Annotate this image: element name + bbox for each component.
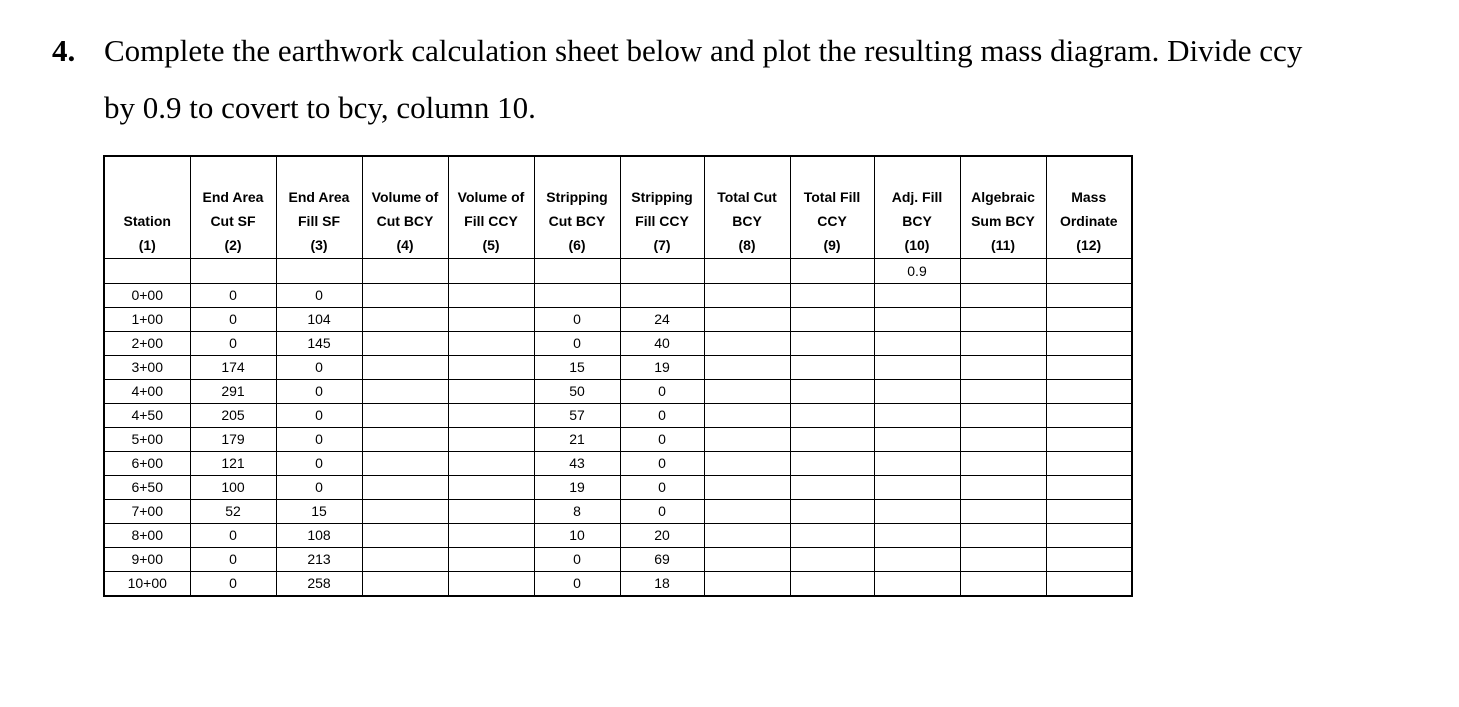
cell-end-area-cut-sf: 205	[190, 404, 276, 428]
cell-end-area-cut-sf: 52	[190, 500, 276, 524]
header-line: (1)	[138, 237, 156, 253]
cell-total-cut-bcy	[704, 524, 790, 548]
cell-mass-ordinate	[1046, 284, 1132, 308]
cell-end-area-fill-sf: 104	[276, 308, 362, 332]
cell-volume-cut-bcy	[362, 404, 448, 428]
cell-mass-ordinate	[1046, 332, 1132, 356]
cell-total-cut-bcy	[704, 500, 790, 524]
cell-adj-fill-bcy	[874, 476, 960, 500]
cell-adj-fill-bcy	[874, 572, 960, 597]
header-adj-fill-bcy	[874, 156, 960, 259]
cell-adj-fill-bcy	[874, 332, 960, 356]
cell-station: 4+50	[104, 404, 190, 428]
cell-station: 2+00	[104, 332, 190, 356]
header-mass-ordinate	[1046, 156, 1132, 259]
factor-cell	[104, 259, 190, 284]
cell-end-area-fill-sf: 0	[276, 452, 362, 476]
cell-total-fill-ccy	[790, 404, 874, 428]
cell-total-fill-ccy	[790, 356, 874, 380]
header-line: (4)	[396, 237, 414, 253]
cell-adj-fill-bcy	[874, 500, 960, 524]
table-row	[104, 428, 1132, 452]
cell-station: 6+00	[104, 452, 190, 476]
cell-total-cut-bcy	[704, 428, 790, 452]
header-line: (3)	[310, 237, 328, 253]
cell-algebraic-sum-bcy	[960, 452, 1046, 476]
cell-end-area-cut-sf: 100	[190, 476, 276, 500]
cell-end-area-cut-sf: 0	[190, 524, 276, 548]
cell-total-cut-bcy	[704, 404, 790, 428]
cell-stripping-cut-bcy: 10	[534, 524, 620, 548]
cell-stripping-fill-ccy	[620, 284, 704, 308]
cell-algebraic-sum-bcy	[960, 500, 1046, 524]
cell-total-fill-ccy	[790, 284, 874, 308]
cell-end-area-fill-sf: 145	[276, 332, 362, 356]
cell-station: 1+00	[104, 308, 190, 332]
cell-end-area-cut-sf: 174	[190, 356, 276, 380]
factor-cell	[620, 259, 704, 284]
cell-end-area-cut-sf: 0	[190, 548, 276, 572]
table-row	[104, 404, 1132, 428]
cell-stripping-cut-bcy: 0	[534, 548, 620, 572]
header-row	[104, 156, 1132, 259]
header-line: (9)	[823, 237, 841, 253]
cell-volume-fill-ccy	[448, 308, 534, 332]
cell-end-area-fill-sf: 0	[276, 428, 362, 452]
cell-algebraic-sum-bcy	[960, 284, 1046, 308]
cell-algebraic-sum-bcy	[960, 428, 1046, 452]
cell-total-cut-bcy	[704, 284, 790, 308]
cell-algebraic-sum-bcy	[960, 308, 1046, 332]
header-line: Fill CCY	[464, 213, 518, 229]
factor-cell	[790, 259, 874, 284]
header-line: Fill CCY	[635, 213, 689, 229]
header-line: Station	[123, 213, 171, 229]
factor-cell	[362, 259, 448, 284]
cell-volume-cut-bcy	[362, 284, 448, 308]
cell-station: 6+50	[104, 476, 190, 500]
cell-volume-cut-bcy	[362, 380, 448, 404]
header-line: Cut SF	[210, 213, 256, 229]
header-stripping-cut-bcy	[534, 156, 620, 259]
table-row	[104, 548, 1132, 572]
cell-volume-cut-bcy	[362, 428, 448, 452]
question-text	[52, 22, 1432, 136]
cell-end-area-fill-sf: 108	[276, 524, 362, 548]
cell-stripping-cut-bcy: 0	[534, 308, 620, 332]
header-volume-fill-ccy	[448, 156, 534, 259]
cell-station: 7+00	[104, 500, 190, 524]
table-row	[104, 572, 1132, 597]
header-line: Adj. Fill	[891, 189, 943, 205]
cell-total-cut-bcy	[704, 572, 790, 597]
cell-end-area-fill-sf: 0	[276, 356, 362, 380]
cell-volume-fill-ccy	[448, 428, 534, 452]
factor-cell	[190, 259, 276, 284]
header-line: CCY	[817, 213, 847, 229]
header-line: End Area	[288, 189, 350, 205]
cell-total-cut-bcy	[704, 356, 790, 380]
cell-volume-fill-ccy	[448, 356, 534, 380]
question-line-1	[52, 22, 1432, 79]
cell-end-area-cut-sf: 0	[190, 332, 276, 356]
header-line: Stripping	[546, 189, 608, 205]
cell-mass-ordinate	[1046, 356, 1132, 380]
cell-end-area-cut-sf: 0	[190, 308, 276, 332]
cell-station: 4+00	[104, 380, 190, 404]
cell-station: 9+00	[104, 548, 190, 572]
cell-stripping-fill-ccy: 0	[620, 428, 704, 452]
cell-stripping-cut-bcy: 43	[534, 452, 620, 476]
header-line	[105, 185, 190, 209]
header-total-cut-bcy	[704, 156, 790, 259]
cell-volume-fill-ccy	[448, 284, 534, 308]
cell-total-cut-bcy	[704, 548, 790, 572]
header-algebraic-sum-bcy	[960, 156, 1046, 259]
cell-end-area-cut-sf: 121	[190, 452, 276, 476]
cell-volume-cut-bcy	[362, 332, 448, 356]
cell-stripping-fill-ccy: 24	[620, 308, 704, 332]
cell-adj-fill-bcy	[874, 404, 960, 428]
cell-volume-fill-ccy	[448, 548, 534, 572]
factor-cell	[534, 259, 620, 284]
cell-mass-ordinate	[1046, 404, 1132, 428]
cell-total-fill-ccy	[790, 500, 874, 524]
header-line: Volume of	[371, 189, 439, 205]
earthwork-calculation-sheet	[103, 155, 1133, 597]
factor-cell	[960, 259, 1046, 284]
cell-volume-fill-ccy	[448, 500, 534, 524]
cell-volume-cut-bcy	[362, 524, 448, 548]
cell-station: 8+00	[104, 524, 190, 548]
factor-cell	[704, 259, 790, 284]
table-row	[104, 452, 1132, 476]
header-station	[104, 156, 190, 259]
cell-mass-ordinate	[1046, 380, 1132, 404]
cell-stripping-fill-ccy: 18	[620, 572, 704, 597]
cell-total-fill-ccy	[790, 428, 874, 452]
cell-total-cut-bcy	[704, 332, 790, 356]
cell-stripping-cut-bcy: 50	[534, 380, 620, 404]
header-line: Total Cut	[717, 189, 777, 205]
cell-volume-fill-ccy	[448, 332, 534, 356]
cell-total-cut-bcy	[704, 380, 790, 404]
header-line: BCY	[902, 213, 932, 229]
cell-end-area-fill-sf: 15	[276, 500, 362, 524]
cell-total-cut-bcy	[704, 452, 790, 476]
factor-cell	[276, 259, 362, 284]
header-line: Algebraic	[971, 189, 1035, 205]
conversion-factor-row	[104, 259, 1132, 284]
cell-adj-fill-bcy	[874, 452, 960, 476]
header-line: Total Fill	[803, 189, 861, 205]
cell-end-area-fill-sf: 0	[276, 404, 362, 428]
cell-stripping-fill-ccy: 0	[620, 476, 704, 500]
cell-total-fill-ccy	[790, 452, 874, 476]
cell-volume-cut-bcy	[362, 572, 448, 597]
header-end-area-fill-sf	[276, 156, 362, 259]
table-row	[104, 332, 1132, 356]
cell-algebraic-sum-bcy	[960, 356, 1046, 380]
header-line: (12)	[1076, 237, 1102, 253]
cell-volume-fill-ccy	[448, 524, 534, 548]
cell-volume-fill-ccy	[448, 476, 534, 500]
header-line: Ordinate	[1059, 213, 1118, 229]
cell-mass-ordinate	[1046, 572, 1132, 597]
cell-end-area-cut-sf: 179	[190, 428, 276, 452]
cell-end-area-fill-sf: 213	[276, 548, 362, 572]
cell-stripping-cut-bcy: 0	[534, 332, 620, 356]
cell-mass-ordinate	[1046, 500, 1132, 524]
cell-total-fill-ccy	[790, 380, 874, 404]
cell-stripping-fill-ccy: 0	[620, 404, 704, 428]
cell-adj-fill-bcy	[874, 524, 960, 548]
cell-stripping-fill-ccy: 0	[620, 500, 704, 524]
cell-total-cut-bcy	[704, 476, 790, 500]
cell-volume-fill-ccy	[448, 404, 534, 428]
header-line: (7)	[653, 237, 671, 253]
header-line: End Area	[202, 189, 264, 205]
cell-total-fill-ccy	[790, 332, 874, 356]
cell-adj-fill-bcy	[874, 308, 960, 332]
cell-volume-fill-ccy	[448, 452, 534, 476]
cell-total-fill-ccy	[790, 476, 874, 500]
cell-algebraic-sum-bcy	[960, 572, 1046, 597]
factor-cell: 0.9	[874, 259, 960, 284]
question-line-2	[52, 79, 1432, 136]
cell-stripping-cut-bcy: 21	[534, 428, 620, 452]
cell-mass-ordinate	[1046, 548, 1132, 572]
cell-stripping-cut-bcy	[534, 284, 620, 308]
cell-volume-cut-bcy	[362, 548, 448, 572]
header-volume-cut-bcy	[362, 156, 448, 259]
table-row	[104, 284, 1132, 308]
cell-station: 10+00	[104, 572, 190, 597]
header-line: (11)	[990, 237, 1016, 253]
cell-end-area-fill-sf: 0	[276, 284, 362, 308]
table-row	[104, 524, 1132, 548]
header-line: Cut BCY	[548, 213, 606, 229]
header-line: Sum BCY	[971, 213, 1035, 229]
cell-adj-fill-bcy	[874, 380, 960, 404]
cell-stripping-cut-bcy: 57	[534, 404, 620, 428]
header-line: (5)	[482, 237, 500, 253]
header-stripping-fill-ccy	[620, 156, 704, 259]
cell-stripping-cut-bcy: 15	[534, 356, 620, 380]
cell-algebraic-sum-bcy	[960, 404, 1046, 428]
table-row	[104, 380, 1132, 404]
cell-volume-cut-bcy	[362, 476, 448, 500]
header-line: (10)	[904, 237, 930, 253]
cell-station: 0+00	[104, 284, 190, 308]
header-total-fill-ccy	[790, 156, 874, 259]
cell-stripping-fill-ccy: 20	[620, 524, 704, 548]
cell-algebraic-sum-bcy	[960, 548, 1046, 572]
header-line: (2)	[224, 237, 242, 253]
question-line-2-text: by 0.9 to covert to bcy, column 10.	[104, 90, 536, 125]
question-line-1-text: Complete the earthwork calculation sheet below and plot the resulting mass diagram. Divide ccy	[104, 33, 1303, 68]
factor-cell	[1046, 259, 1132, 284]
header-line: Volume of	[457, 189, 525, 205]
cell-end-area-cut-sf: 0	[190, 572, 276, 597]
cell-total-fill-ccy	[790, 308, 874, 332]
cell-stripping-fill-ccy: 40	[620, 332, 704, 356]
cell-stripping-fill-ccy: 69	[620, 548, 704, 572]
cell-station: 5+00	[104, 428, 190, 452]
table-row	[104, 500, 1132, 524]
factor-cell	[448, 259, 534, 284]
header-line: (6)	[568, 237, 586, 253]
cell-stripping-fill-ccy: 0	[620, 452, 704, 476]
cell-adj-fill-bcy	[874, 284, 960, 308]
cell-total-fill-ccy	[790, 548, 874, 572]
cell-stripping-cut-bcy: 19	[534, 476, 620, 500]
header-line: (8)	[738, 237, 756, 253]
cell-end-area-fill-sf: 0	[276, 380, 362, 404]
cell-mass-ordinate	[1046, 524, 1132, 548]
cell-volume-cut-bcy	[362, 452, 448, 476]
cell-algebraic-sum-bcy	[960, 524, 1046, 548]
table-row	[104, 476, 1132, 500]
table-row	[104, 308, 1132, 332]
cell-end-area-fill-sf: 258	[276, 572, 362, 597]
cell-volume-cut-bcy	[362, 308, 448, 332]
header-line: Stripping	[631, 189, 693, 205]
cell-end-area-fill-sf: 0	[276, 476, 362, 500]
table-row	[104, 356, 1132, 380]
header-line: Fill SF	[298, 213, 340, 229]
question-number: 4.	[52, 33, 76, 68]
header-end-area-cut-sf	[190, 156, 276, 259]
cell-algebraic-sum-bcy	[960, 476, 1046, 500]
cell-stripping-fill-ccy: 19	[620, 356, 704, 380]
cell-station: 3+00	[104, 356, 190, 380]
cell-volume-fill-ccy	[448, 572, 534, 597]
cell-total-fill-ccy	[790, 572, 874, 597]
cell-end-area-cut-sf: 291	[190, 380, 276, 404]
cell-total-fill-ccy	[790, 524, 874, 548]
cell-adj-fill-bcy	[874, 548, 960, 572]
cell-stripping-fill-ccy: 0	[620, 380, 704, 404]
cell-total-cut-bcy	[704, 308, 790, 332]
header-line: Cut BCY	[376, 213, 434, 229]
cell-mass-ordinate	[1046, 428, 1132, 452]
cell-stripping-cut-bcy: 0	[534, 572, 620, 597]
cell-adj-fill-bcy	[874, 356, 960, 380]
header-line: BCY	[732, 213, 762, 229]
cell-end-area-cut-sf: 0	[190, 284, 276, 308]
cell-volume-cut-bcy	[362, 500, 448, 524]
cell-volume-fill-ccy	[448, 380, 534, 404]
cell-adj-fill-bcy	[874, 428, 960, 452]
header-line: Mass	[1071, 189, 1107, 205]
cell-volume-cut-bcy	[362, 356, 448, 380]
cell-algebraic-sum-bcy	[960, 332, 1046, 356]
cell-algebraic-sum-bcy	[960, 380, 1046, 404]
cell-stripping-cut-bcy: 8	[534, 500, 620, 524]
cell-mass-ordinate	[1046, 308, 1132, 332]
cell-mass-ordinate	[1046, 452, 1132, 476]
cell-mass-ordinate	[1046, 476, 1132, 500]
